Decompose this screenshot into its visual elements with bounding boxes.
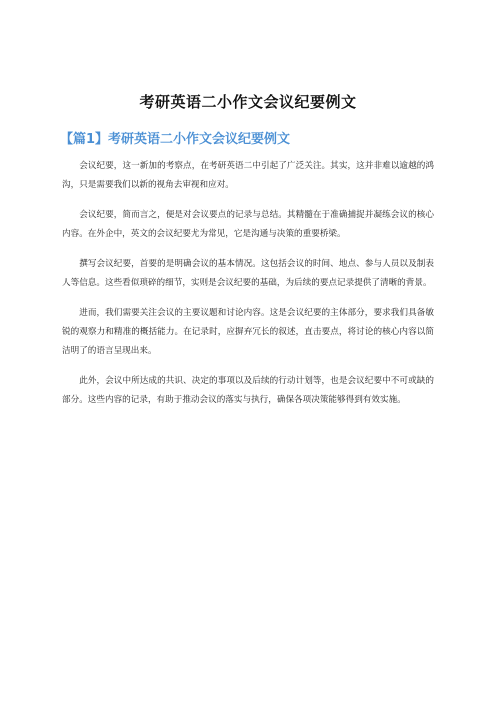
paragraph-3: 撰写会议纪要，首要的是明确会议的基本情况。这包括会议的时间、地点、参与人员以及制表人等信息。这些看似琐碎的细节，实则是会议纪要的基础，为后续的要点记录提供了清晰的背景。 bbox=[62, 259, 434, 288]
paragraph-2: 会议纪要，简而言之，便是对会议要点的记录与总结。其精髓在于准确捕捉并凝练会议的核心内容。在外企中，英文的会议纪要尤为常见，它是沟通与决策的重要桥梁。 bbox=[62, 210, 434, 239]
section-heading: 【篇1】考研英语二小作文会议纪要例文 bbox=[60, 132, 291, 147]
paragraph-4: 进而，我们需要关注会议的主要议题和讨论内容。这是会议纪要的主体部分，要求我们具备敏锐的观察力和精准的概括能力。在记录时，应摒弃冗长的叙述，直击要点，将讨论的核心内容以简洁明了的语言呈现出来。 bbox=[62, 308, 434, 356]
paragraph-5: 此外，会议中所达成的共识、决定的事项以及后续的行动计划等，也是会议纪要中不可或缺的部分。这些内容的记录，有助于推动会议的落实与执行，确保各项决策能够得到有效实施。 bbox=[62, 376, 434, 405]
paragraph-1: 会议纪要，这一新加的考察点，在考研英语二中引起了广泛关注。其实，这并非难以逾越的鸿沟，只是需要我们以新的视角去审视和应对。 bbox=[62, 161, 434, 190]
document-title: 考研英语二小作文会议纪要例文 bbox=[139, 93, 357, 111]
